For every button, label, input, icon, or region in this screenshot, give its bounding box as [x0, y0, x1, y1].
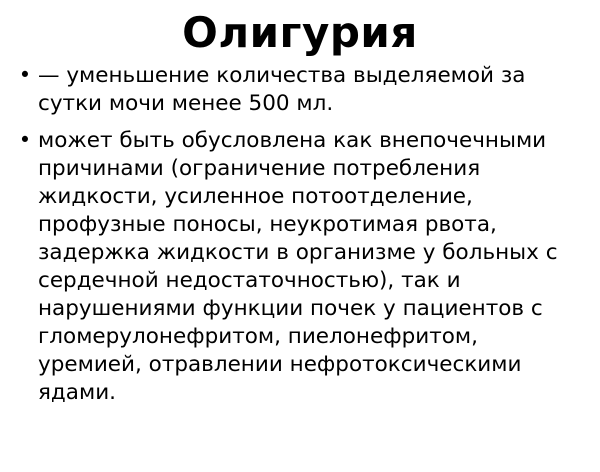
list-item: [14, 127, 586, 406]
list-item-text: — уменьшение количества выделяемой за сутки мочи менее 500 мл.: [38, 63, 526, 117]
list-item: [14, 62, 586, 118]
slide-container: [0, 10, 600, 472]
bullet-point-icon: •: [18, 63, 32, 88]
bullet-list: [0, 62, 600, 406]
bullet-point-icon: •: [18, 128, 32, 153]
page-title: Олигурия: [182, 8, 418, 57]
list-item-text: может быть обусловлена как внепочечными причинами (ограничение потребления жидкости, усиленное потоотделение, профузные поносы, неукротимая рвота, задержка жидкости в организме у больных с сердечной недостаточностью), так и нарушениями функции почек у пациентов с гломерулонефритом, пиелонефритом, уремией, отравлении нефротоксическими ядами.: [38, 128, 558, 405]
